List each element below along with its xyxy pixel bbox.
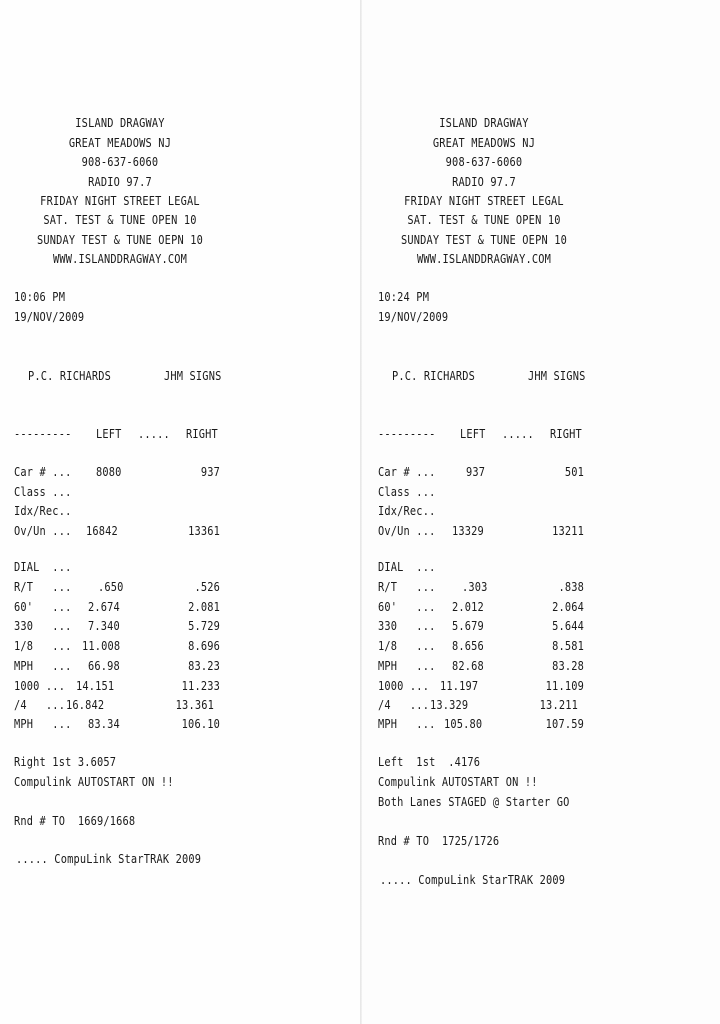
row-left-value: 83.34 <box>88 717 120 731</box>
row-right-value: 501 <box>564 465 584 479</box>
row-label: 330 ... <box>14 619 72 633</box>
header-line: 908-637-6060 <box>445 155 523 169</box>
row-right-value: 13361 <box>188 524 220 538</box>
row-left-value: 7.340 <box>88 619 120 633</box>
race-time: 10:24 PM <box>378 290 430 304</box>
row-left-value: 105.80 <box>444 717 483 731</box>
row-label: R/T ... <box>378 580 436 594</box>
row-left-value: .650 <box>98 580 124 594</box>
row-label: Car # ... <box>14 465 72 479</box>
row-label: DIAL ... <box>378 560 436 574</box>
header-line: WWW.ISLANDDRAGWAY.COM <box>52 252 188 266</box>
row-left-value: 82.68 <box>452 659 484 673</box>
header-dots: ..... <box>138 427 170 441</box>
row-left-value: 16842 <box>86 524 118 538</box>
race-result: Right 1st 3.6057 <box>14 755 117 769</box>
timeslip-right <box>362 0 720 1024</box>
header-line: FRIDAY NIGHT STREET LEGAL <box>40 194 200 208</box>
row-label: 1000 ... <box>378 679 430 693</box>
autostart-note: Compulink AUTOSTART ON !! <box>378 775 538 789</box>
autostart-note: Compulink AUTOSTART ON !! <box>14 775 174 789</box>
header-line: WWW.ISLANDDRAGWAY.COM <box>416 252 552 266</box>
left-lane-label: LEFT <box>96 427 122 441</box>
round-number: Rnd # TO 1725/1726 <box>378 834 500 848</box>
header-line: SAT. TEST & TUNE OPEN 10 <box>407 213 561 227</box>
row-right-value: 83.23 <box>188 659 220 673</box>
row-left-value: .303 <box>462 580 488 594</box>
right-lane-label: RIGHT <box>186 427 218 441</box>
row-right-value: 11.233 <box>181 679 220 693</box>
round-number: Rnd # TO 1669/1668 <box>14 814 136 828</box>
row-right-value: 8.696 <box>188 639 220 653</box>
row-right-value: 2.064 <box>552 600 584 614</box>
row-label: 1/8 ... <box>14 639 72 653</box>
row-label: Class ... <box>378 485 436 499</box>
header-dashes: --------- <box>378 427 436 441</box>
row-right-value: 2.081 <box>188 600 220 614</box>
race-date: 19/NOV/2009 <box>378 310 449 324</box>
row-label: 330 ... <box>378 619 436 633</box>
footer-note: ..... CompuLink StarTRAK 2009 <box>16 852 202 866</box>
header-line: SUNDAY TEST & TUNE OEPN 10 <box>400 233 568 247</box>
header-line: RADIO 97.7 <box>452 175 516 189</box>
row-label: MPH ... <box>14 717 72 731</box>
race-result: Left 1st .4176 <box>378 755 481 769</box>
row-label: Idx/Rec.. <box>378 504 436 518</box>
row-right-value: .838 <box>558 580 584 594</box>
row-left-value: 14.151 <box>76 679 115 693</box>
row-right-value: 8.581 <box>552 639 584 653</box>
header-dashes: --------- <box>14 427 72 441</box>
header-line: FRIDAY NIGHT STREET LEGAL <box>404 194 564 208</box>
row-label: Idx/Rec.. <box>14 504 72 518</box>
row-left-value: 13.329 <box>430 698 469 712</box>
row-right-value: 83.28 <box>552 659 584 673</box>
left-team: P.C. RICHARDS <box>392 369 476 383</box>
row-left-value: 13329 <box>452 524 484 538</box>
header-line: SUNDAY TEST & TUNE OEPN 10 <box>36 233 204 247</box>
footer-note: ..... CompuLink StarTRAK 2009 <box>380 873 566 887</box>
row-label: Class ... <box>14 485 72 499</box>
row-left-value: 8.656 <box>452 639 484 653</box>
row-right-value: 13.211 <box>539 698 578 712</box>
row-label: MPH ... <box>378 659 436 673</box>
left-lane-label: LEFT <box>460 427 486 441</box>
right-lane-label: RIGHT <box>550 427 582 441</box>
row-label: 60' ... <box>378 600 436 614</box>
race-time: 10:06 PM <box>14 290 66 304</box>
row-right-value: 5.644 <box>552 619 584 633</box>
header-line: RADIO 97.7 <box>88 175 152 189</box>
staged-note: Both Lanes STAGED @ Starter GO <box>378 795 570 809</box>
row-label: DIAL ... <box>14 560 72 574</box>
row-right-value: 5.729 <box>188 619 220 633</box>
row-label: /4 ... <box>14 698 66 712</box>
row-label: R/T ... <box>14 580 72 594</box>
row-label: MPH ... <box>14 659 72 673</box>
row-right-value: 106.10 <box>181 717 220 731</box>
row-label: /4 ... <box>378 698 430 712</box>
row-left-value: 5.679 <box>452 619 484 633</box>
row-label: Ov/Un ... <box>378 524 436 538</box>
right-team: JHM SIGNS <box>528 369 586 383</box>
row-right-value: 11.109 <box>545 679 584 693</box>
row-right-value: 13211 <box>552 524 584 538</box>
row-right-value: 107.59 <box>545 717 584 731</box>
header-line: SAT. TEST & TUNE OPEN 10 <box>43 213 197 227</box>
row-label: Ov/Un ... <box>14 524 72 538</box>
header-line: ISLAND DRAGWAY <box>75 116 165 130</box>
row-left-value: 66.98 <box>88 659 120 673</box>
header-dots: ..... <box>502 427 534 441</box>
row-label: 1/8 ... <box>378 639 436 653</box>
row-right-value: .526 <box>194 580 220 594</box>
row-left-value: 937 <box>466 465 486 479</box>
header-line: ISLAND DRAGWAY <box>439 116 529 130</box>
row-label: MPH ... <box>378 717 436 731</box>
header-line: GREAT MEADOWS NJ <box>432 136 536 150</box>
header-line: GREAT MEADOWS NJ <box>68 136 172 150</box>
row-label: 1000 ... <box>14 679 66 693</box>
row-label: 60' ... <box>14 600 72 614</box>
row-right-value: 937 <box>200 465 220 479</box>
row-right-value: 13.361 <box>175 698 214 712</box>
header-line: 908-637-6060 <box>81 155 159 169</box>
row-label: Car # ... <box>378 465 436 479</box>
row-left-value: 2.012 <box>452 600 484 614</box>
row-left-value: 2.674 <box>88 600 120 614</box>
row-left-value: 11.197 <box>440 679 479 693</box>
race-date: 19/NOV/2009 <box>14 310 85 324</box>
row-left-value: 8080 <box>96 465 122 479</box>
left-team: P.C. RICHARDS <box>28 369 112 383</box>
row-left-value: 11.008 <box>82 639 121 653</box>
right-team: JHM SIGNS <box>164 369 222 383</box>
row-left-value: 16.842 <box>66 698 105 712</box>
